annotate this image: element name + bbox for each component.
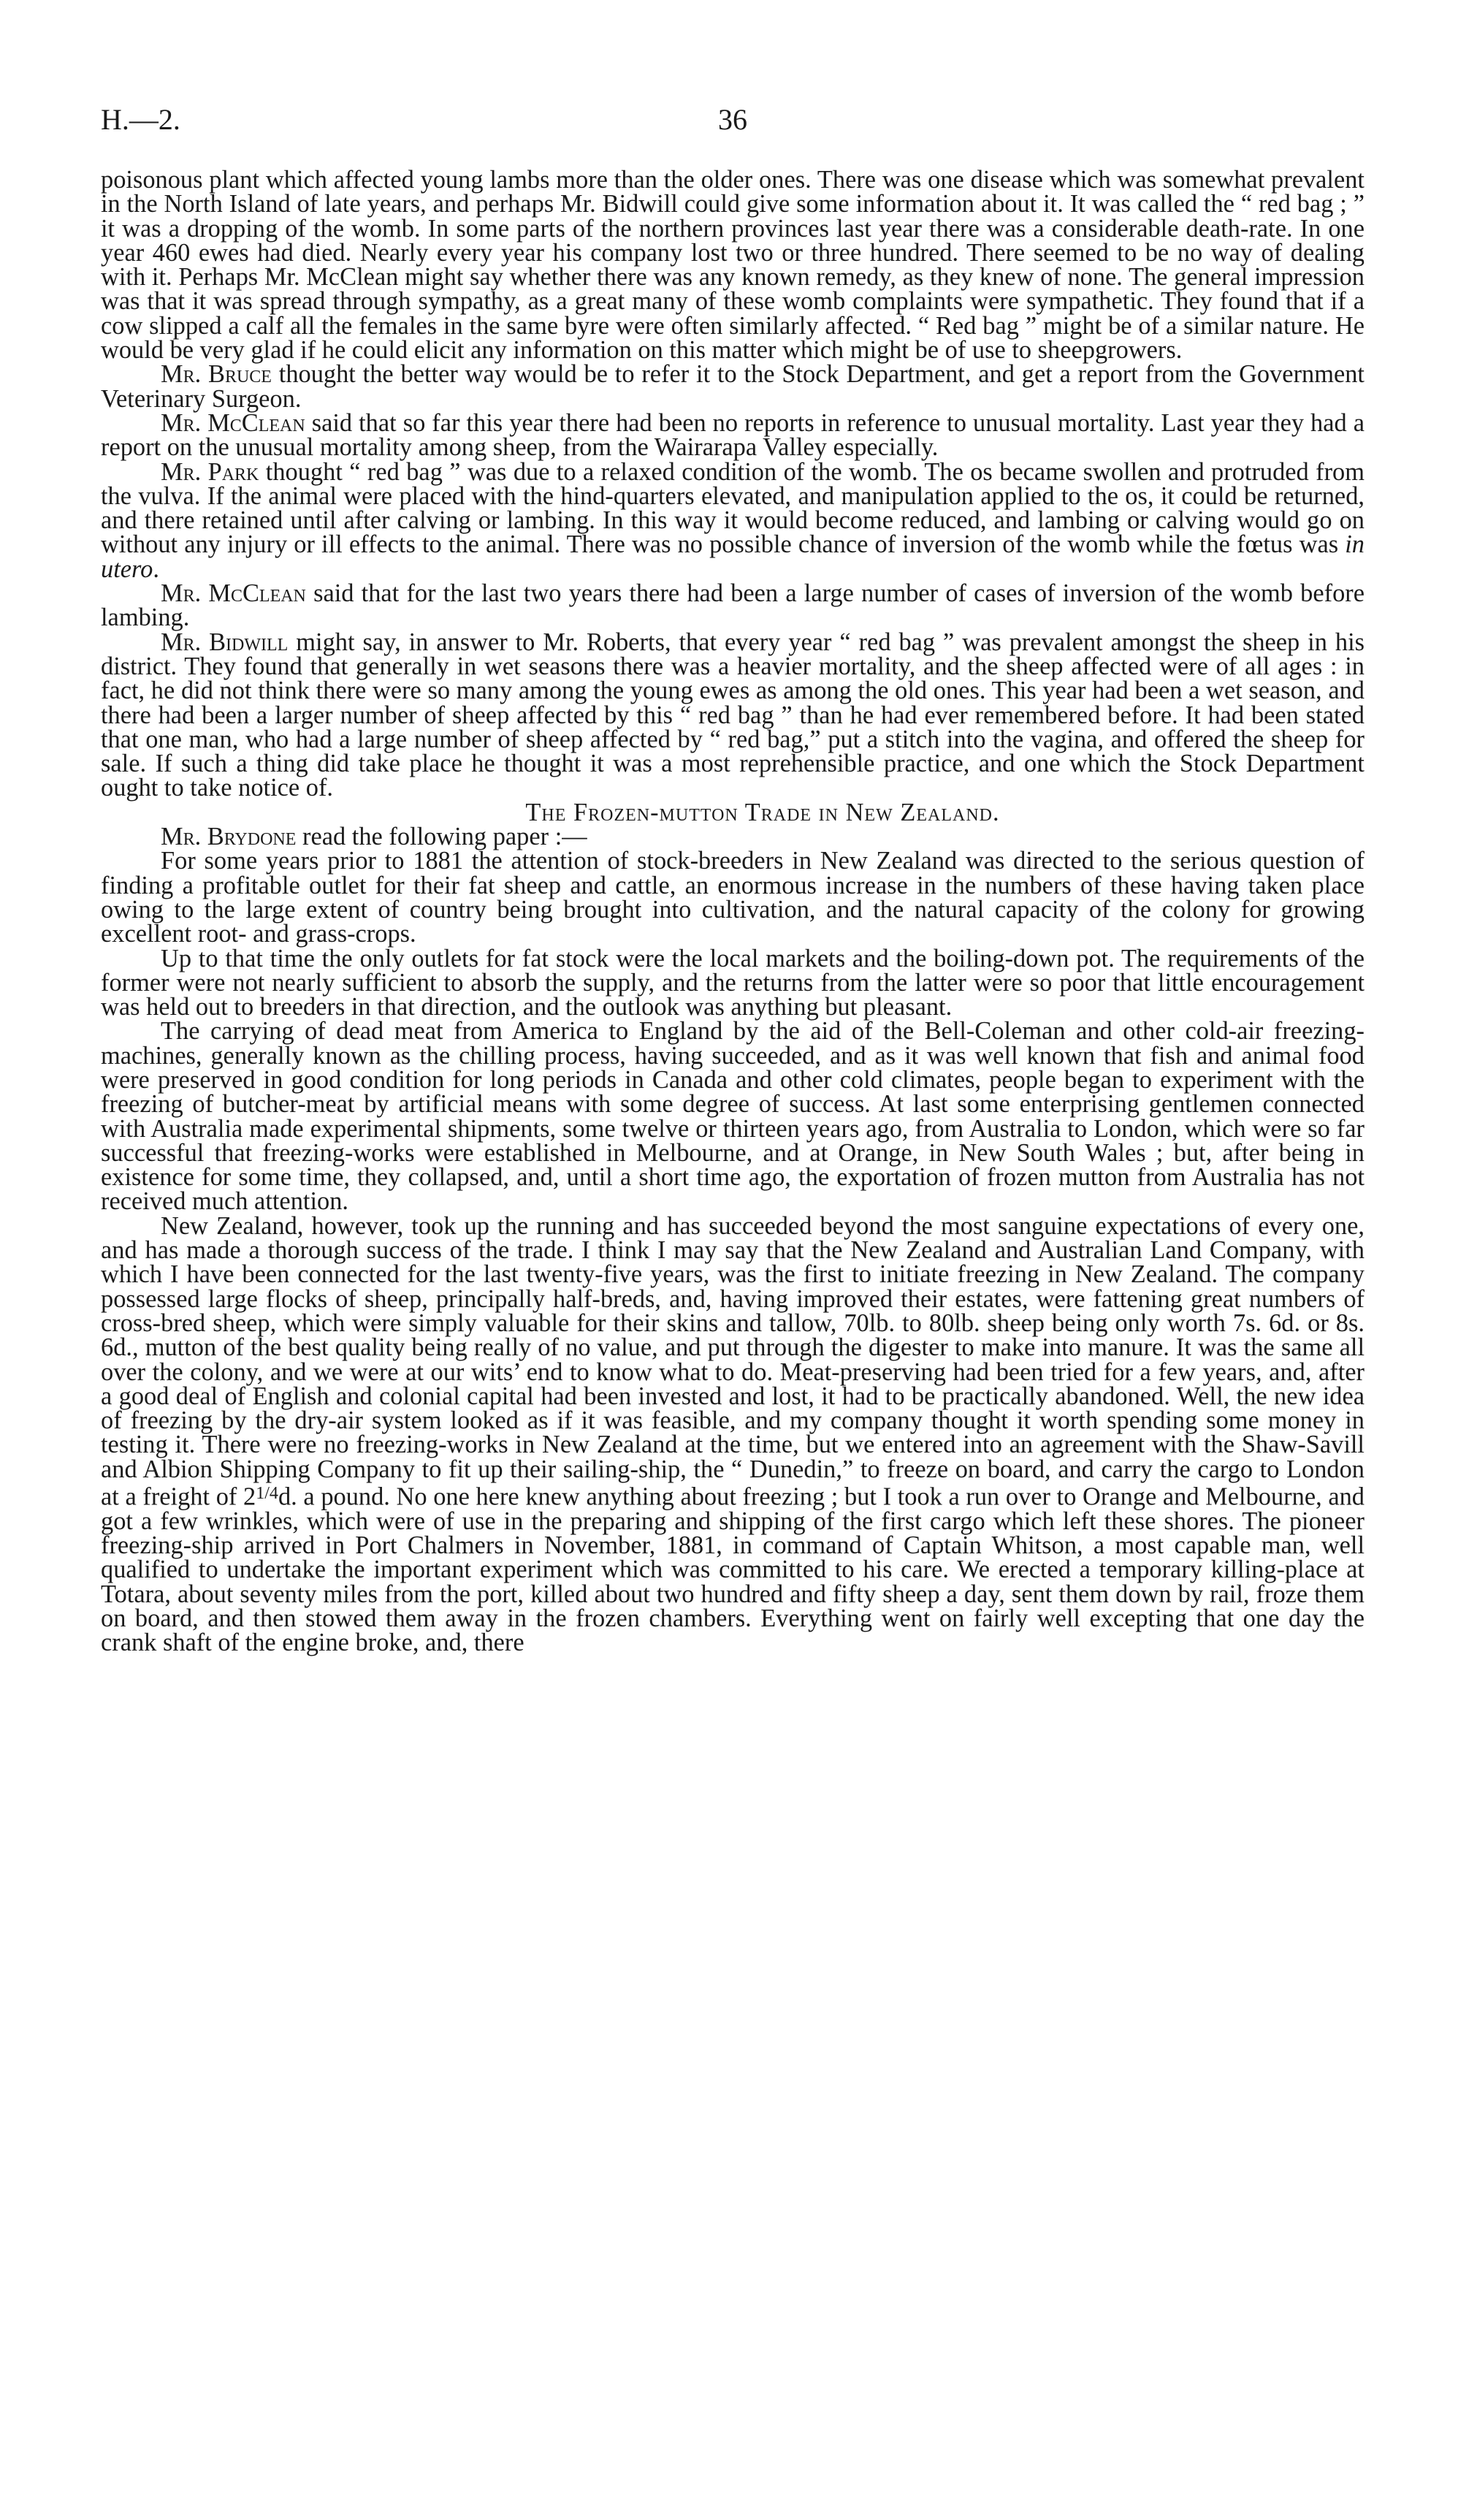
paragraph-brydone-intro <box>101 825 1365 849</box>
speaker-name: Mr. Bidwill <box>161 628 289 656</box>
paragraph-end: . <box>153 555 159 583</box>
paragraph-text: thought the better way would be to refer it to the Stock Department, and get a report from the Government Veterinary Surgeon. <box>101 360 1365 413</box>
paragraph-new-zealand <box>101 1211 1365 1657</box>
fraction: 1/4 <box>256 1484 278 1504</box>
paragraph-mcclean-1 <box>101 408 1365 462</box>
paragraph-outlets: Up to that time the only outlets for fat stock were the local markets and the boiling-down pot. The requirements of the former were not nearly sufficient to absorb the supply, and the returns from the latter were so poor that little encouragement was held out to breeders in that direction, and the outlook was anything but pleasant. <box>101 944 1365 1021</box>
paragraph-text: said that for the last two years there had been a large number of cases of inversion of the womb before lambing. <box>101 579 1365 632</box>
paragraph-bruce <box>101 362 1365 411</box>
paragraph-text: thought “ red bag ” was due to a relaxed condition of the womb. The os became swollen and protruded from the vulva. If the animal were placed with the hind-quarters elevated, and manipulation applied to the os, it could be returned, and there retained until after calving or lambing. In this way it would become reduced, and lambing or calving would go on without any injury or ill effects to the animal. There was no possible chance of inversion of the womb while the fœtus was <box>101 457 1365 559</box>
paragraph-text: New Zealand, however, took up the running and has succeeded beyond the most sanguine expectations of every one, and has made a thorough success of the trade. I think I may say that the New Zealand and Australian Land Company, with which I have been connected for the last twenty-five years, was the first to initiate freezing in New Zealand. The company possessed large flocks of sheep, principally half-breds, and, having improved their estates, were fattening great numbers of cross-bred sheep, which were simply valuable for their skins and tallow, 70lb. to 80lb. sheep being only worth 7s. 6d. or 8s. 6d., mutton of the best quality being really of no value, and put through the digester to make into manure. It was the same all over the colony, and we were at our wits’ end to know what to do. Meat-preserving had been tried for a few years, and, after a good deal of English and colonial capital had been invested and lost, it had to be practically abandoned. Well, the new idea of freezing by the dry-air system looked as if it was feasible, and my company thought it worth spending some money in testing it. There were no freezing-works in New Zealand at the time, but we entered into an agreement with the Shaw-Savill and Albion Shipping Company to fit up their sailing-ship, the “ Dunedin,” to freeze on board, and carry the cargo to London at a freight of 2 <box>101 1211 1365 1511</box>
paragraph-bidwill <box>101 628 1365 802</box>
speaker-name: Mr. Brydone <box>161 823 297 851</box>
paragraph-mcclean-2 <box>101 579 1365 632</box>
paragraph-text: read the following paper :— <box>296 823 587 851</box>
page-number: 36 <box>718 103 747 136</box>
page-body <box>101 168 1365 1656</box>
speaker-name: Mr. McClean <box>161 408 305 437</box>
paragraph-text: might say, in answer to Mr. Roberts, that every year “ red bag ” was prevalent amongst the sheep in his district. They found that generally in wet seasons there was a heavier mortality, and the sheep affected were of all ages : in fact, he did not think there were so many among the young ewes as among the old ones. This year had been a wet season, and there had been a larger number of sheep affected by this “ red bag ” than he had ever remembered before. It had been stated that one man, who had a large number of sheep affected by “ red bag,” put a stitch into the vagina, and offered the sheep for sale. If such a thing did take place he thought it was a most reprehensible practice, and one which the Stock Department ought to take notice of. <box>101 628 1365 802</box>
paragraph-text: d. a pound. No one here knew anything about freezing ; but I took a run over to Orange and Melbourne, and got a few wrinkles, which were of use in the preparing and shipping of the first cargo which left these shores. The pioneer freezing-ship arrived in Port Chalmers in November, 1881, in command of Captain Whitson, a most capable man, well qualified to undertake the important experiment which was committed to his care. We erected a temporary killing-place at Totara, about seventy miles from the port, killed about two hundred and fifty sheep a day, sent them down by rail, froze them on board, and then stowed them away in the frozen chambers. Everything went on fairly well excepting that one day the crank shaft of the engine broke, and, there <box>101 1482 1365 1657</box>
document-reference: H.—2. <box>101 103 180 136</box>
page-header <box>101 102 1365 146</box>
speaker-name: Mr. McClean <box>161 579 306 608</box>
speaker-name: Mr. Bruce <box>161 360 272 389</box>
speaker-name: Mr. Park <box>161 457 259 486</box>
paragraph-park <box>101 457 1365 583</box>
paragraph-text: said that so far this year there had been no reports in reference to unusual mortality. Last year they had a report on the unusual mortality among sheep, from the Wairarapa Valley especially. <box>101 408 1365 462</box>
section-title: The Frozen-mutton Trade in New Zealand. <box>525 798 1000 826</box>
paragraph-dead-meat: The carrying of dead meat from America to England by the aid of the Bell-Coleman and other cold-air freezing-machines, generally known as the chilling process, having succeeded, and as it was well known that fish and animal food were preserved in good condition for long periods in Canada and other cold climates, people began to experiment with the freezing of butcher-meat by artificial means with some degree of success. At last some enterprising gentlemen connected with Australia made experimental shipments, some twelve or thirteen years ago, from Australia to London, which were so far successful that freezing-works were established in Melbourne, and at Orange, in New South Wales ; but, after being in existence for some time, they collapsed, and, until a short time ago, the exportation of frozen mutton from Australia has not received much attention. <box>101 1017 1365 1216</box>
paragraph-prior-1881: For some years prior to 1881 the attention of stock-breeders in New Zealand was directed to the serious question of finding a profitable outlet for their fat sheep and cattle, an enormous increase in the numbers of these having taken place owing to the large extent of country being brought into cultivation, and the natural capacity of the colony for growing excellent root- and grass-crops. <box>101 847 1365 948</box>
paragraph-continuation: poisonous plant which affected young lambs more than the older ones. There was one disease which was somewhat prevalent in the North Island of late years, and perhaps Mr. Bidwill could give some information about it. It was called the “ red bag ; ” it was a dropping of the womb. In some parts of the northern provinces last year there was a considerable death-rate. In one year 460 ewes had died. Nearly every year his company lost two or three hundred. There seemed to be no way of dealing with it. Perhaps Mr. McClean might say whether there was any known remedy, as they knew of none. The general impression was that it was spread through sympathy, as a great many of these womb complaints were sympathetic. They found that if a cow slipped a calf all the females in the same byre were often similarly affected. “ Red bag ” might be of a similar nature. He would be very glad if he could elicit any information on this matter which might be of use to sheepgrowers. <box>101 166 1365 365</box>
italic-phrase: in utero <box>101 530 1365 583</box>
